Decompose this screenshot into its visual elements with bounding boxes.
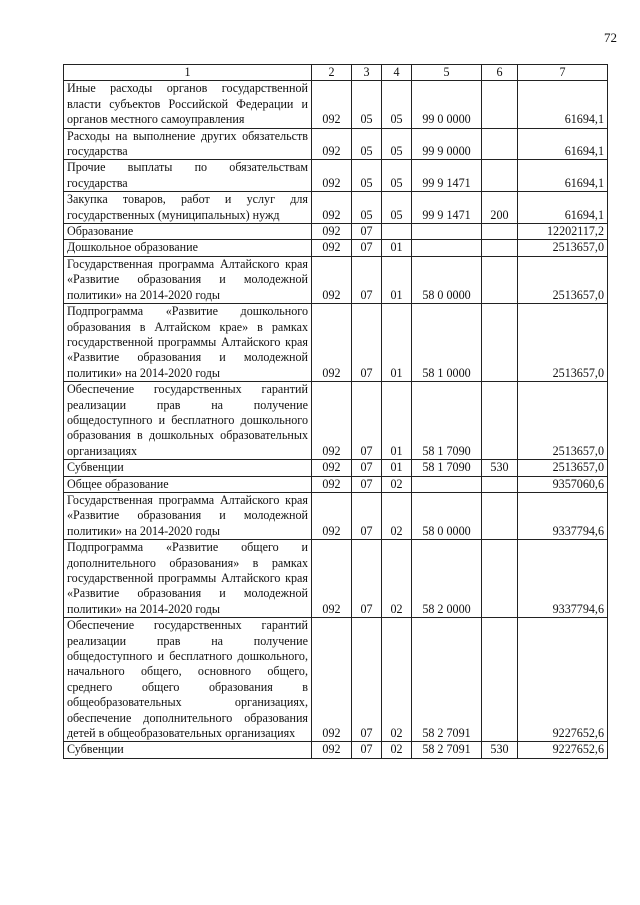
table-row [64,81,608,128]
cell-department-code: 092 [312,192,352,224]
cell-target-article: 58 0 0000 [412,492,482,539]
cell-description: Обеспечение государственных гарантий реализации прав на получение общедоступного и бесплатного дошкольного, начального общего, основного общего, среднего общего образования в общеобразовательных организациях, обеспечение дополнительного образования детей в общеобразовательных организациях [64,618,312,742]
table-row [64,160,608,192]
cell-amount: 12202117,2 [518,224,608,240]
header-col-5: 5 [412,65,482,81]
header-col-2: 2 [312,65,352,81]
cell-section-code: 07 [352,382,382,460]
header-col-6: 6 [482,65,518,81]
cell-subsection-code: 02 [382,540,412,618]
cell-amount: 9337794,6 [518,492,608,539]
table-row [64,540,608,618]
cell-target-article [412,476,482,492]
cell-section-code: 07 [352,618,382,742]
cell-department-code: 092 [312,476,352,492]
cell-subsection-code: 05 [382,81,412,128]
cell-section-code: 05 [352,128,382,160]
cell-amount: 9227652,6 [518,742,608,758]
cell-section-code: 07 [352,742,382,758]
cell-target-article [412,224,482,240]
cell-expense-type: 530 [482,742,518,758]
cell-expense-type [482,382,518,460]
cell-description: Государственная программа Алтайского края «Развитие образования и молодежной политики» на 2014-2020 годы [64,492,312,539]
cell-description: Субвенции [64,460,312,476]
cell-target-article: 99 0 0000 [412,81,482,128]
table-row [64,492,608,539]
cell-description: Субвенции [64,742,312,758]
table-header [64,65,608,81]
cell-expense-type [482,240,518,256]
cell-target-article: 58 2 0000 [412,540,482,618]
cell-subsection-code: 05 [382,160,412,192]
cell-department-code: 092 [312,160,352,192]
cell-amount: 61694,1 [518,128,608,160]
cell-expense-type [482,476,518,492]
cell-section-code: 07 [352,540,382,618]
cell-amount: 9227652,6 [518,618,608,742]
cell-subsection-code: 05 [382,192,412,224]
header-col-1: 1 [64,65,312,81]
cell-department-code: 092 [312,81,352,128]
cell-amount: 2513657,0 [518,382,608,460]
cell-subsection-code [382,224,412,240]
cell-subsection-code: 05 [382,128,412,160]
cell-target-article: 99 9 1471 [412,160,482,192]
cell-target-article: 58 1 7090 [412,382,482,460]
cell-expense-type: 200 [482,192,518,224]
cell-amount: 2513657,0 [518,460,608,476]
cell-target-article: 58 1 0000 [412,304,482,382]
cell-amount: 2513657,0 [518,304,608,382]
cell-department-code: 092 [312,540,352,618]
table-row [64,240,608,256]
cell-description: Образование [64,224,312,240]
cell-section-code: 05 [352,192,382,224]
cell-description: Подпрограмма «Развитие общего и дополнительного образования» в рамках государственной программы Алтайского края «Развитие образования и молодежной политики» на 2014-2020 годы [64,540,312,618]
cell-section-code: 05 [352,160,382,192]
cell-section-code: 07 [352,224,382,240]
cell-expense-type [482,128,518,160]
cell-section-code: 07 [352,460,382,476]
table-row [64,256,608,303]
cell-section-code: 07 [352,304,382,382]
cell-amount: 2513657,0 [518,240,608,256]
cell-target-article: 58 0 0000 [412,256,482,303]
cell-expense-type [482,540,518,618]
table-body [64,81,608,758]
header-col-4: 4 [382,65,412,81]
cell-department-code: 092 [312,492,352,539]
table-row [64,304,608,382]
table-row [64,618,608,742]
cell-section-code: 05 [352,81,382,128]
cell-section-code: 07 [352,256,382,303]
cell-target-article: 58 1 7090 [412,460,482,476]
cell-subsection-code: 02 [382,618,412,742]
cell-subsection-code: 01 [382,256,412,303]
cell-department-code: 092 [312,304,352,382]
table-row [64,192,608,224]
table-row [64,742,608,758]
cell-expense-type [482,160,518,192]
table-row [64,476,608,492]
cell-target-article: 58 2 7091 [412,742,482,758]
cell-amount: 61694,1 [518,81,608,128]
cell-section-code: 07 [352,240,382,256]
cell-description: Расходы на выполнение других обязательств государства [64,128,312,160]
cell-subsection-code: 01 [382,304,412,382]
cell-subsection-code: 01 [382,240,412,256]
cell-description: Закупка товаров, работ и услуг для государственных (муниципальных) нужд [64,192,312,224]
cell-description: Подпрограмма «Развитие дошкольного образования в Алтайском крае» в рамках государственной программы Алтайского края «Развитие образования и молодежной политики» на 2014-2020 годы [64,304,312,382]
cell-expense-type [482,304,518,382]
cell-amount: 9337794,6 [518,540,608,618]
cell-department-code: 092 [312,460,352,476]
cell-description: Общее образование [64,476,312,492]
table-row [64,128,608,160]
cell-section-code: 07 [352,476,382,492]
cell-department-code: 092 [312,382,352,460]
cell-department-code: 092 [312,128,352,160]
table-row [64,460,608,476]
cell-amount: 61694,1 [518,160,608,192]
cell-section-code: 07 [352,492,382,539]
cell-description: Обеспечение государственных гарантий реализации прав на получение общедоступного и бесплатного дошкольного образования в дошкольных образовательных организациях [64,382,312,460]
cell-amount: 9357060,6 [518,476,608,492]
table-row [64,382,608,460]
cell-target-article: 58 2 7091 [412,618,482,742]
cell-target-article [412,240,482,256]
budget-table [63,64,608,759]
cell-subsection-code: 02 [382,476,412,492]
cell-expense-type [482,256,518,303]
header-col-7: 7 [518,65,608,81]
cell-target-article: 99 9 1471 [412,192,482,224]
cell-description: Прочие выплаты по обязательствам государства [64,160,312,192]
cell-expense-type [482,492,518,539]
cell-subsection-code: 01 [382,382,412,460]
cell-expense-type [482,618,518,742]
cell-amount: 2513657,0 [518,256,608,303]
cell-description: Иные расходы органов государственной власти субъектов Российской Федерации и органов местного самоуправления [64,81,312,128]
cell-description: Дошкольное образование [64,240,312,256]
cell-department-code: 092 [312,618,352,742]
cell-department-code: 092 [312,240,352,256]
page-number: 72 [604,30,617,45]
cell-department-code: 092 [312,224,352,240]
cell-subsection-code: 02 [382,742,412,758]
table-row [64,224,608,240]
header-row [64,65,608,81]
cell-department-code: 092 [312,742,352,758]
cell-expense-type [482,81,518,128]
cell-department-code: 092 [312,256,352,303]
cell-subsection-code: 01 [382,460,412,476]
cell-description: Государственная программа Алтайского края «Развитие образования и молодежной политики» на 2014-2020 годы [64,256,312,303]
cell-expense-type: 530 [482,460,518,476]
cell-expense-type [482,224,518,240]
cell-target-article: 99 9 0000 [412,128,482,160]
cell-subsection-code: 02 [382,492,412,539]
cell-amount: 61694,1 [518,192,608,224]
header-col-3: 3 [352,65,382,81]
